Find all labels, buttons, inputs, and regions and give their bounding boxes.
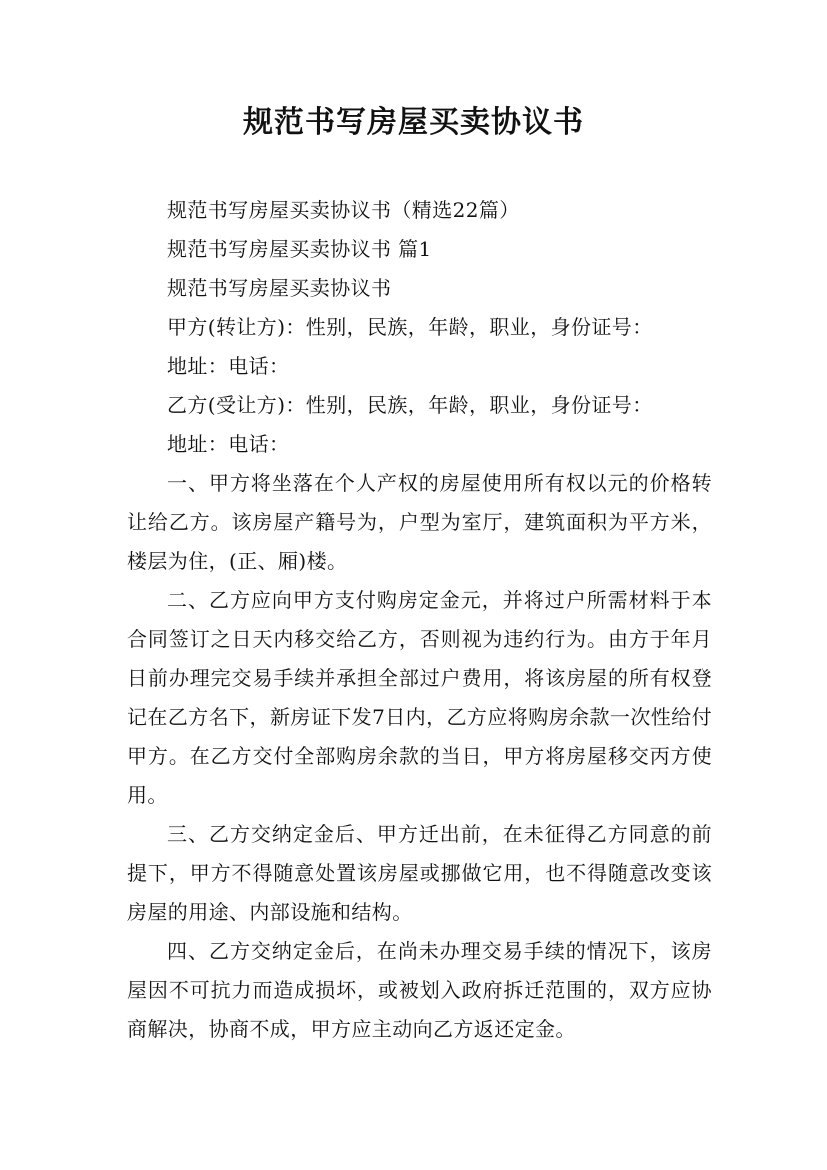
paragraph-clause-3: 三、乙方交纳定金后、甲方迁出前，在未征得乙方同意的前提下，甲方不得随意处置该房屋或挪做它用，也不得随意改变该房屋的用途、内部设施和结构。 xyxy=(127,822,712,924)
paragraph-party-a-info: 甲方(转让方)：性别，民族，年龄，职业，身份证号： xyxy=(167,315,653,339)
paragraph-party-b-info: 乙方(受让方)：性别，民族，年龄，职业，身份证号： xyxy=(167,393,653,417)
document-title: 规范书写房屋买卖协议书 xyxy=(243,105,584,140)
paragraph-agreement-name: 规范书写房屋买卖协议书 xyxy=(167,276,392,300)
paragraph-subtitle: 规范书写房屋买卖协议书（精选22篇） xyxy=(167,198,520,222)
document-body xyxy=(127,191,712,1049)
paragraph-party-b-contact: 地址：电话： xyxy=(167,432,290,456)
paragraph-clause-2: 二、乙方应向甲方支付购房定金元，并将过户所需材料于本合同签订之日天内移交给乙方，否则视为违约行为。由方于年月日前办理完交易手续并承担全部过户费用，将该房屋的所有权登记在乙方名下，新房证下发7日内，乙方应将购房余款一次性给付甲方。在乙方交付全部购房余款的当日，甲方将房屋移交丙方使用。 xyxy=(127,588,712,807)
paragraph-clause-4: 四、乙方交纳定金后，在尚未办理交易手续的情况下，该房屋因不可抗力而造成损坏，或被划入政府拆迁范围的，双方应协商解决，协商不成，甲方应主动向乙方返还定金。 xyxy=(127,939,712,1041)
paragraph-clause-1: 一、甲方将坐落在个人产权的房屋使用所有权以元的价格转让给乙方。该房屋产籍号为，户型为室厅，建筑面积为平方米，楼层为住，(正、厢)楼。 xyxy=(127,471,712,573)
paragraph-section-heading: 规范书写房屋买卖协议书 篇1 xyxy=(167,237,432,261)
paragraph-party-a-contact: 地址：电话： xyxy=(167,354,290,378)
